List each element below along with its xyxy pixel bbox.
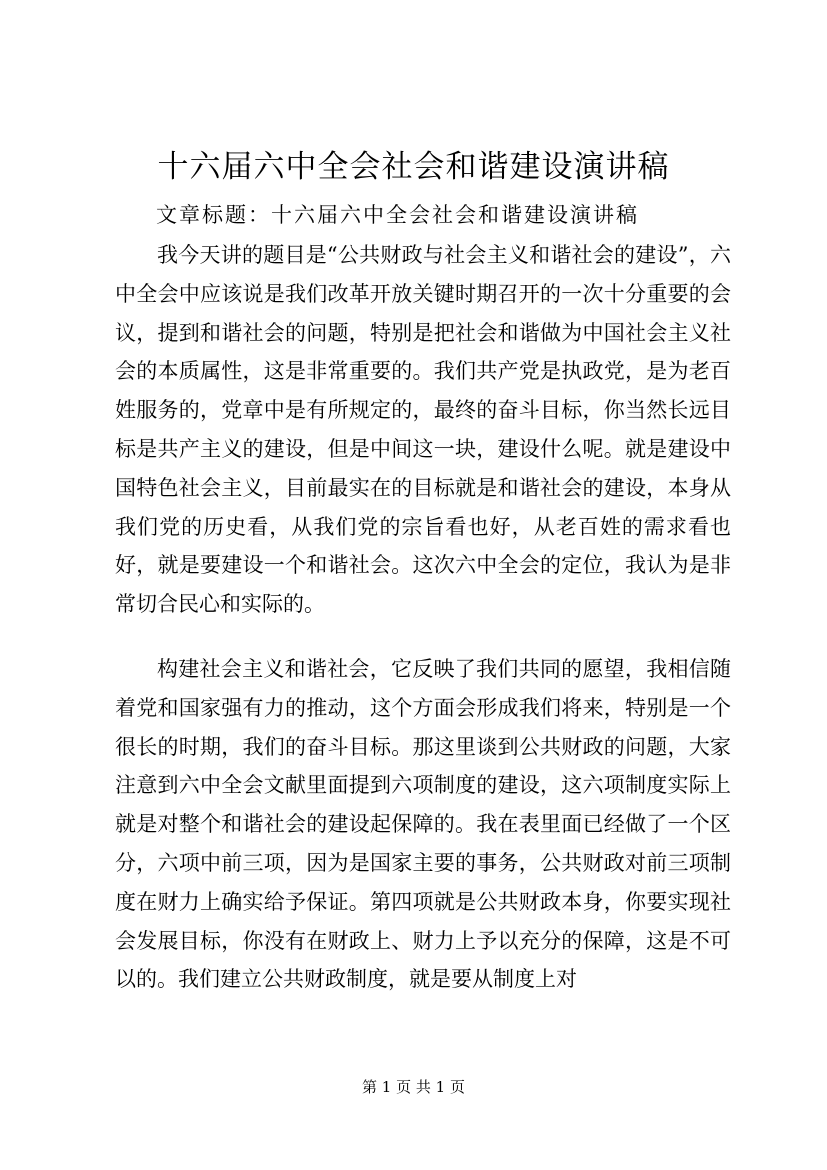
- document-title: 十六届六中全会社会和谐建设演讲稿: [157, 149, 670, 185]
- page-number-footer: 第 1 页 共 1 页: [362, 1078, 465, 1096]
- article-title-line: 文章标题：十六届六中全会社会和谐建设演讲稿: [156, 203, 639, 227]
- body-paragraph: 我今天讲的题目是“公共财政与社会主义和谐社会的建设”，六中全会中应该说是我们改革开放关键时期召开的一次十分重要的会议，提到和谐社会的问题，特别是把社会和谐做为中国社会主义社会的本质属性，这是非常重要的。我们共产党是执政党，是为老百姓服务的，党章中是有所规定的，最终的奋斗目标，你当然长远目标是共产主义的建设，但是中间这一块，建设什么呢。就是建设中国特色社会主义，目前最实在的目标就是和谐社会的建设，本身从我们党的历史看，从我们党的宗旨看也好，从老百姓的需求看也好，就是要建设一个和谐社会。这次六中全会的定位，我认为是非常切合民心和实际的。: [115, 243, 731, 617]
- body-paragraph: 构建社会主义和谐社会，它反映了我们共同的愿望，我相信随着党和国家强有力的推动，这个方面会形成我们将来，特别是一个很长的时期，我们的奋斗目标。那这里谈到公共财政的问题，大家注意到六中全会文献里面提到六项制度的建设，这六项制度实际上就是对整个和谐社会的建设起保障的。我在表里面已经做了一个区分，六项中前三项，因为是国家主要的事务，公共财政对前三项制度在财力上确实给予保证。第四项就是公共财政本身，你要实现社会发展目标，你没有在财政上、财力上予以充分的保障，这是不可以的。我们建立公共财政制度，就是要从制度上对: [115, 657, 731, 992]
